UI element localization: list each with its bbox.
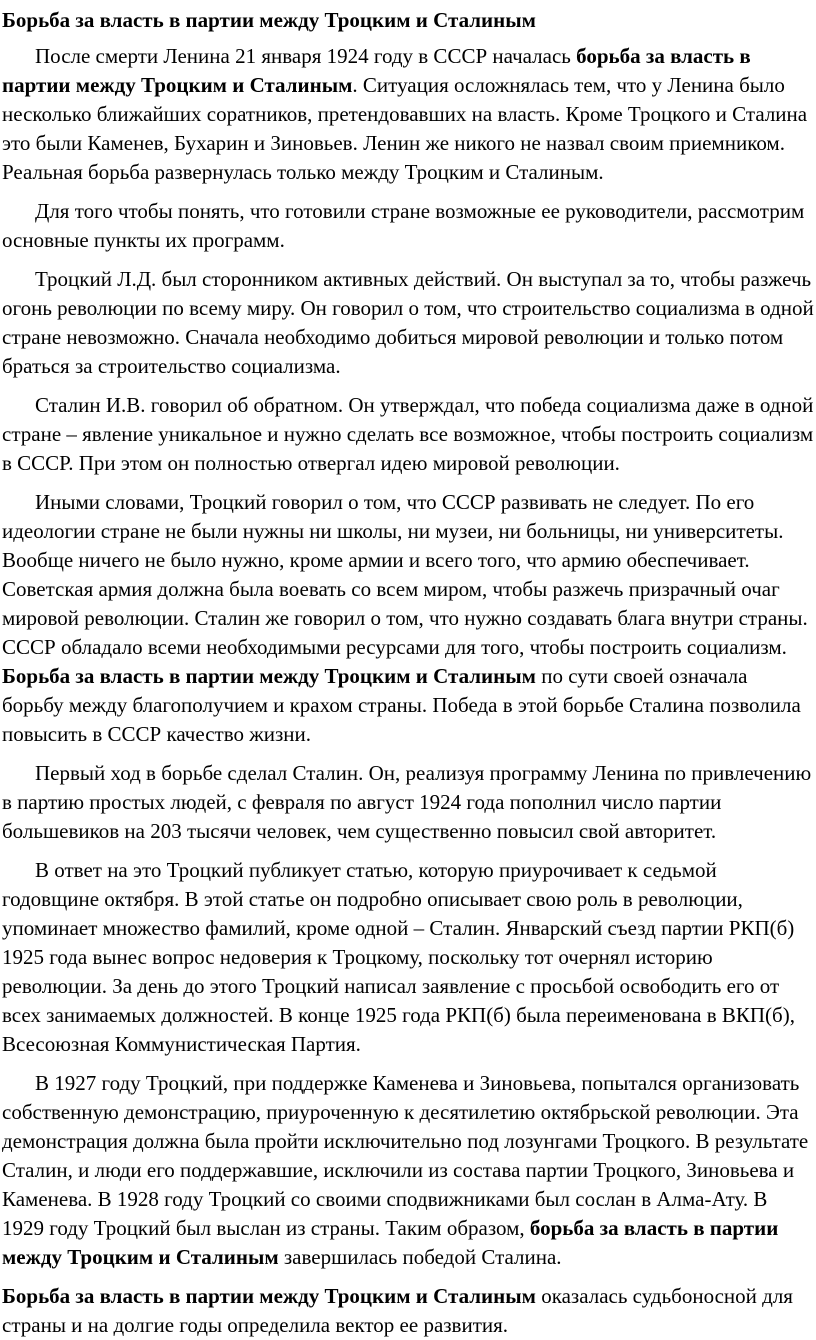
- paragraph-6: Первый ход в борьбе сделал Сталин. Он, реализуя программу Ленина по привлечению в партию простых людей, с февраля по август 1924 года пополнил число партии большевиков на 203 тысячи человек, чем существенно повысил свой авторитет.: [2, 761, 812, 843]
- paragraph-5: [2, 488, 814, 749]
- bold-phrase: борьба за власть в партии между Троцким и Сталиным: [2, 44, 751, 97]
- bold-phrase: борьба за власть в партии между Троцким и Сталиным: [2, 1216, 779, 1269]
- paragraph-text: завершилась победой Сталина.: [278, 1245, 562, 1269]
- paragraph-text: После смерти Ленина 21 января 1924 году в СССР началась: [35, 44, 577, 68]
- paragraph-text: В 1927 году Троцкий, при поддержке Каменева и Зиновьева, попытался организовать собственную демонстрацию, приуроченную к десятилетию октябрьской революции. Эта демонстрация должна была пройти исключительно под лозунгами Троцкого. В результате Сталин, и люди его поддержавшие, исключили из состава партии Троцкого, Зиновьева и Каменева. В 1928 году Троцкий со своими сподвижниками был сослан в Алма-Ату. В 1929 году Троцкий был выслан из страны. Таким образом,: [2, 1071, 809, 1240]
- paragraph-8: [2, 1069, 814, 1272]
- paragraph-2: Для того чтобы понять, что готовили стране возможные ее руководители, рассмотрим основные пункты их программ.: [2, 199, 805, 252]
- paragraph-text: Иными словами, Троцкий говорил о том, что СССР развивать не следует. По его идеологии стране не были нужны ни школы, ни музеи, ни больницы, ни университеты. Вообще ничего не было нужно, кроме армии и всего того, что армию обеспечивает. Советская армия должна была воевать со всем миром, чтобы разжечь призрачный очаг мировой революции. Сталин же говорил о том, что нужно создавать блага внутри страны. СССР обладало всеми необходимыми ресурсами для того, чтобы построить социализм.: [2, 490, 808, 659]
- paragraph-text: . Ситуация осложнялась тем, что у Ленина было несколько ближайших соратников, претендовавших на власть. Кроме Троцкого и Сталина это были Каменев, Бухарин и Зиновьев. Ленин же никого не назвал своим приемником. Реальная борьба развернулась только между Троцким и Сталиным.: [2, 73, 808, 184]
- paragraph-text: оказалась судьбоносной для страны и на долгие годы определила вектор ее развития.: [2, 1284, 793, 1337]
- paragraph-9: [2, 1282, 814, 1340]
- paragraph-7: В ответ на это Троцкий публикует статью, которую приурочивает к седьмой годовщине октября. В этой статье он подробно описывает свою роль в революции, упоминает множество фамилий, кроме одной – Сталин. Январский съезд партии РКП(б) 1925 года вынес вопрос недоверия к Троцкому, поскольку тот очернял историю революции. За день до этого Троцкий написал заявление с просьбой освободить его от всех занимаемых должностей. В конце 1925 года РКП(б) была переименована в ВКП(б), Всесоюзная Коммунистическая Партия.: [2, 858, 795, 1056]
- paragraph-4: Сталин И.В. говорил об обратном. Он утверждал, что победа социализма даже в одной стране – явление уникальное и нужно сделать все возможное, чтобы построить социализм в СССР. При этом он полностью отвергал идею мировой революции.: [2, 393, 814, 475]
- bold-phrase: Борьба за власть в партии между Троцким и Сталиным: [2, 1284, 536, 1308]
- paragraph-text: по сути своей означала борьбу между благополучием и крахом страны. Победа в этой борьбе Сталина позволила повысить в СССР качество жизни.: [2, 664, 801, 746]
- document-title: Борьба за власть в партии между Троцким и Сталиным: [2, 8, 536, 32]
- paragraph-3: Троцкий Л.Д. был сторонником активных действий. Он выступал за то, чтобы разжечь огонь революции по всему миру. Он говорил о том, что строительство социализма в одной стране невозможно. Сначала необходимо добиться мировой революции и только потом браться за строительство социализма.: [2, 267, 814, 378]
- bold-phrase: Борьба за власть в партии между Троцким и Сталиным: [2, 664, 536, 688]
- paragraph-1: [2, 42, 814, 187]
